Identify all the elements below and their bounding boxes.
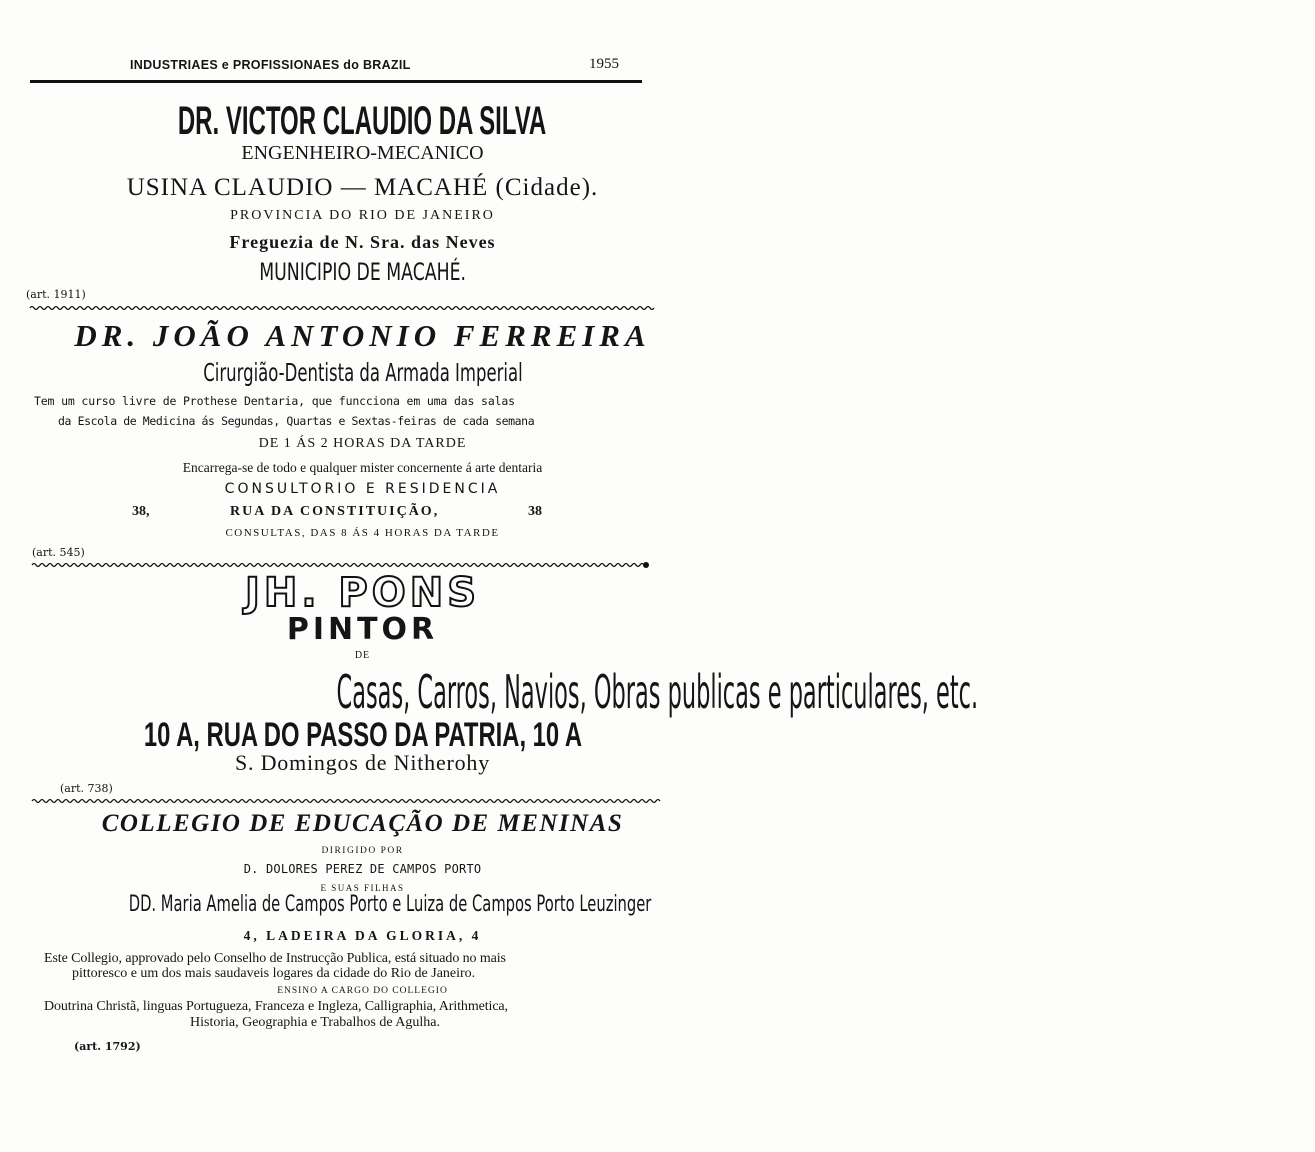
ad1-provincia: PROVINCIA DO RIO DE JANEIRO <box>230 208 495 223</box>
ad2-line2: da Escola de Medicina ás Segundas, Quartas e Sextas-feiras de cada semana <box>58 414 535 428</box>
ad1-freguezia: Freguezia de N. Sra. das Neves <box>229 232 496 252</box>
header-rule <box>30 80 642 83</box>
ad2-number-left: 38, <box>132 504 150 519</box>
ad2-title: Cirurgião-Dentista da Armada Imperial <box>202 358 523 387</box>
ad4-daughters: DD. Maria Amelia de Campos Porto e Luiza de Campos Porto Leuzinger <box>128 892 652 917</box>
ad2-number-right: 38 <box>528 504 542 519</box>
wavy-rule-1 <box>30 305 655 311</box>
ad4-ensino: ENSINO A CARGO DO COLLEGIO <box>277 986 448 996</box>
ad4-name: COLLEGIO DE EDUCAÇÃO DE MENINAS <box>101 810 624 837</box>
ad4-address: 4, LADEIRA DA GLORIA, 4 <box>243 928 482 943</box>
wavy-rule-3 <box>32 798 662 804</box>
ad2-consultorio: CONSULTORIO E RESIDENCIA <box>224 481 501 497</box>
ad4-suas-filhas: E SUAS FILHAS <box>320 883 405 893</box>
ad4-dirigido: DIRIGIDO POR <box>321 846 404 856</box>
ad3-trade: PINTOR <box>286 612 439 647</box>
ad3-address: 10 A, RUA DO PASSO DA PATRIA, 10 A <box>143 716 582 754</box>
ad3-de: DE <box>354 650 371 661</box>
ad3-art-ref: (art. 738) <box>60 782 113 795</box>
ad2-street: RUA DA CONSTITUIÇÃO, <box>230 504 440 519</box>
ad1-municipio: MUNICIPIO DE MACAHÉ. <box>259 258 466 286</box>
ad2-encarrega: Encarrega-se de todo e qualquer mister concernente á arte dentaria <box>182 460 543 475</box>
ad4-line4: Historia, Geographia e Trabalhos de Agulha. <box>190 1015 441 1030</box>
ad1-art-ref: (art. 1911) <box>26 288 86 301</box>
ad3-services: Casas, Carros, Navios, Obras publicas e particulares, etc. <box>336 665 979 719</box>
ad1-profession: ENGENHEIRO-MECANICO <box>241 142 484 164</box>
ad2-art-ref: (art. 545) <box>32 546 85 559</box>
ad3-locality: S. Domingos de Nitherohy <box>234 750 491 775</box>
ad2-consultas: CONSULTAS, DAS 8 ÁS 4 HORAS DA TARDE <box>225 527 500 539</box>
running-header-title: INDUSTRIAES e PROFISSIONAES do BRAZIL <box>130 58 411 72</box>
ad3-name: JH. PONS <box>244 570 481 616</box>
ad2-hours: DE 1 ÁS 2 HORAS DA TARDE <box>258 436 467 451</box>
ad2-name: DR. JOÃO ANTONIO FERREIRA <box>74 318 651 353</box>
ad4-director: D. DOLORES PEREZ DE CAMPOS PORTO <box>243 862 482 876</box>
ad4-art-ref: (art. 1792) <box>74 1040 141 1053</box>
ad1-usina: USINA CLAUDIO — MACAHÉ (Cidade). <box>126 174 599 201</box>
ad2-line1: Tem um curso livre de Prothese Dentaria, que funcciona em uma das salas <box>34 394 515 408</box>
wavy-rule-2 <box>32 562 652 568</box>
page-number: 1955 <box>589 56 619 72</box>
ad4-line3: Doutrina Christã, linguas Portugueza, Franceza e Ingleza, Calligraphia, Arithmetica, <box>44 999 508 1014</box>
ad1-name: DR. VICTOR CLAUDIO DA SILVA <box>178 99 547 143</box>
ad4-line1: Este Collegio, approvado pelo Conselho de Instrucção Publica, está situado no mais <box>44 951 506 966</box>
ad4-line2: pittoresco e um dos mais saudaveis logares da cidade do Rio de Janeiro. <box>72 966 476 981</box>
